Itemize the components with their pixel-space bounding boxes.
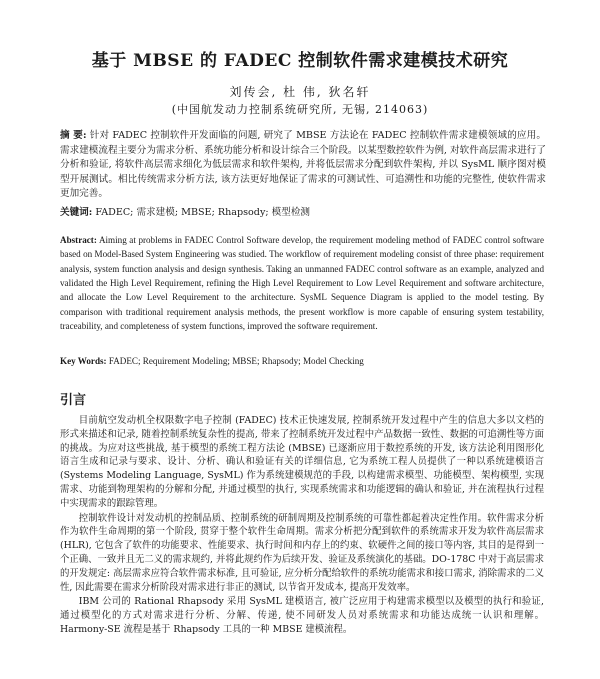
abstract-chinese-label: 摘 要:: [60, 130, 87, 141]
body-paragraph: IBM 公司的 Rational Rhapsody 采用 SysML 建模语言, 被广泛应用于构建需求模型以及模型的执行和验证, 通过模型化的方式对需求进行分析、分解、传递, 使不同研发人员对系统需求和功能达成统一认识和理解。Harmony-SE 流程是基于 Rhapsody 工具的一种 MBSE 建模流程。: [60, 596, 544, 635]
keywords-english: [60, 355, 544, 368]
paper-affiliation: (中国航发动力控制系统研究所, 无锡, 214063): [171, 103, 429, 116]
abstract-chinese-text: 针对 FADEC 控制软件开发面临的问题, 研究了 MBSE 方法论在 FADEC 控制软件需求建模领域的应用。需求建模流程主要分为需求分析、系统功能分析和设计综合三个阶段。以某型数控软件为例, 对软件高层需求进行了分析和验证, 将软件高层需求细化为低层需求和软件架构, 并将低层需求分配到软件架构, 并以 SysML 顺序图对模型开展测试。相比传统需求分析方法, 该方法更好地保证了需求的可测试性、可追溯性和功能的完整性, 使软件需求更加完善。: [60, 130, 546, 200]
body-paragraph: 目前航空发动机全权限数字电子控制 (FADEC) 技术正快速发展, 控制系统开发过程中产生的信息大多以文档的形式来描述和记录, 随着控制系统复杂性的提高, 带来了控制系统开发过程中产品数据一致性、数据的可追溯性等方面的挑战。为应对这些挑战, 基于模型的系统工程方法论 (MBSE) 已逐渐应用于数控系统的开发, 该方法论利用图形化语言生成和记录与要求、设计、分析、确认和验证有关的详细信息, 它为系统工程人员提供了一种以系统建模语言 (Systems Modeling Language, SysML) 作为系统建模规范的手段, 以构建需求模型、功能模型、架构模型, 实现需求、功能到物理架构的分解和分配, 并通过模型的执行, 实现系统需求和功能逻辑的确认和验证, 并在流程执行过程中实现需求的跟踪管理。: [60, 415, 544, 509]
section-heading: 引言: [60, 393, 87, 408]
keywords-chinese-text: FADEC; 需求建模; MBSE; Rhapsody; 模型检测: [95, 207, 311, 218]
abstract-english: [60, 233, 544, 333]
keywords-chinese: [60, 206, 546, 220]
keywords-english-text: FADEC; Requirement Modeling; MBSE; Rhapsody; Model Checking: [108, 356, 364, 366]
paper-authors: 刘传会, 杜 伟, 狄名轩: [229, 85, 371, 99]
abstract-chinese: [60, 129, 546, 202]
body-text: [60, 414, 544, 638]
abstract-english-label: Abstract:: [60, 235, 97, 245]
keywords-chinese-label: 关键词:: [60, 207, 93, 218]
body-paragraph: 控制软件设计对发动机的控制品质、控制系统的研制周期及控制系统的可靠性都起着决定性作用。软件需求分析作为软件生命周期的第一个阶段, 贯穿于整个软件生命周期。需求分析把分配到软件的系统需求开发为软件高层需求 (HLR), 它包含了软件的功能要求、性能要求、执行时间和内存上的约束、软硬件之间的接口等内容, 其目的是得到一个正确、一致并且无二义的需求规约, 并将此规约作为后续开发、验证及系统演化的基础。DO-178C 中对于高层需求的开发规定: 高层需求应符合软件需求标准, 且可验证, 应分析分配给软件的系统功能需求和接口需求, 消除需求的二义性, 因此需要在需求分析阶段对需求进行非正的测试, 以节省开发成本, 提高开发效率。: [60, 512, 544, 593]
paper-title: 基于 MBSE 的 FADEC 控制软件需求建模技术研究: [91, 51, 509, 71]
keywords-english-label: Key Words:: [60, 356, 107, 366]
abstract-english-text: Aiming at problems in FADEC Control Software develop, the requirement modeling method of FADEC control software based on Model-Based System Engineering was studied. The workflow of requirement modeling consist of three phase: requirement analysis, system function analysis and design synthesis. Taking an unmanned FADEC control software as an example, analyzed and validated the High Level Requirement, refining the High Level Requirement to Low Level Requirement and software architecture, and allocate the Low Level Requirement to the architecture. SysML Sequence Diagram is applied to the model testing. By comparison with traditional requirement analysis methods, the present workflow is more capable of ensuring system testability, traceability, and completeness of system functions, improved the software requirement.: [60, 235, 544, 332]
